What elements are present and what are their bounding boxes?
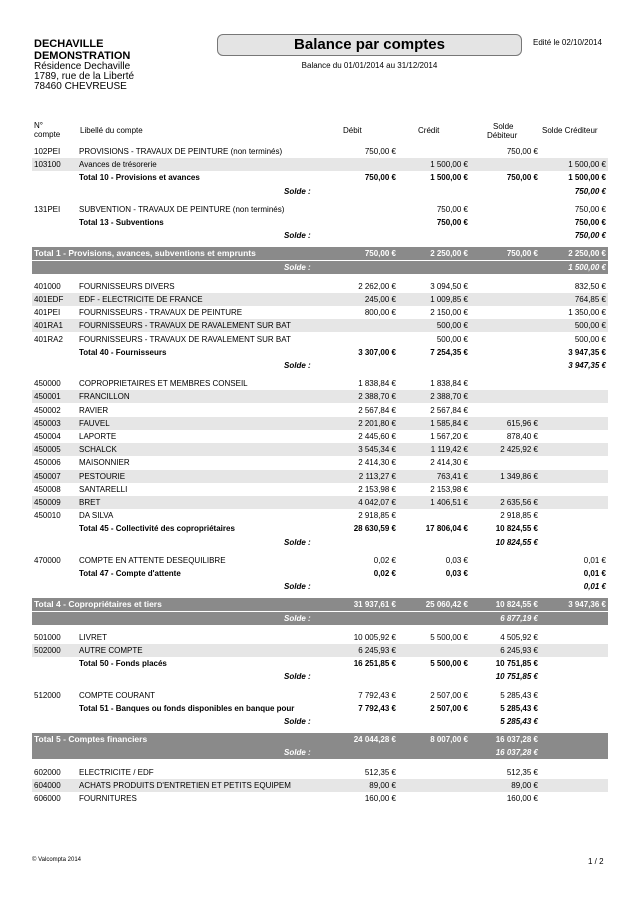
- solde-crediteur-value: 0,01 €: [583, 569, 606, 578]
- account-label: ELECTRICITE / EDF: [79, 767, 154, 777]
- account-row: [32, 554, 608, 567]
- solde-row: [32, 229, 608, 242]
- solde-crediteur-value: 1 500,00 €: [568, 160, 606, 170]
- class-solde-row: [32, 261, 608, 274]
- account-row: [32, 404, 608, 417]
- header-solde: Solde: [493, 122, 514, 131]
- header-crediteur: Solde Créditeur: [542, 126, 598, 135]
- account-label: FOURNISSEURS - TRAVAUX DE RAVALEMENT SUR BAT: [79, 321, 291, 331]
- debit-value: 28 630,59 €: [353, 524, 396, 534]
- header-libelle: Libellé du compte: [80, 126, 143, 135]
- account-label: FOURNISSEURS - TRAVAUX DE RAVALEMENT SUR BAT: [79, 334, 291, 344]
- solde-debiteur-value: 615,96 €: [506, 418, 538, 428]
- class-total-row: [32, 598, 608, 611]
- debit-value: 6 245,93 €: [358, 646, 396, 655]
- debit-value: 2 567,84 €: [358, 405, 396, 415]
- solde-debiteur-value: 2 635,56 €: [500, 498, 538, 507]
- credit-value: 1 838,84 €: [430, 379, 468, 389]
- total-row: [32, 522, 608, 535]
- solde-debiteur-value: 16 037,28 €: [495, 748, 538, 758]
- account-row: [32, 496, 608, 509]
- account-code: 401RA2: [34, 334, 63, 344]
- solde-debiteur-value: 89,00 €: [511, 780, 538, 790]
- account-label: FRANCILLON: [79, 392, 130, 402]
- credit-value: 1 585,84 €: [430, 418, 468, 428]
- credit-value: 2 153,98 €: [430, 484, 468, 494]
- account-row: [32, 145, 608, 158]
- account-code: 450009: [34, 498, 61, 507]
- credit-value: 2 150,00 €: [430, 308, 468, 318]
- credit-value: 2 567,84 €: [430, 405, 468, 415]
- class-total-label: Total 1 - Provisions, avances, subventions et emprunts: [34, 248, 256, 259]
- account-label: ACHATS PRODUITS D'ENTRETIEN ET PETITS EQUIPEM: [79, 780, 291, 790]
- account-label: COMPTE EN ATTENTE DESEQUILIBRE: [79, 555, 226, 565]
- account-code: 501000: [34, 632, 61, 642]
- account-label: PESTOURIE: [79, 471, 126, 481]
- class-total-label: Total 5 - Comptes financiers: [34, 734, 148, 745]
- solde-label: Solde :: [284, 748, 311, 758]
- account-code: 450000: [34, 379, 61, 389]
- debit-value: 800,00 €: [364, 308, 396, 318]
- account-label: SANTARELLI: [79, 484, 128, 494]
- class-solde-row: [32, 746, 608, 759]
- debit-value: 750,00 €: [364, 147, 396, 156]
- debit-value: 7 792,43 €: [358, 703, 396, 713]
- account-code: 450006: [34, 458, 61, 468]
- debit-value: 7 792,43 €: [358, 690, 396, 700]
- debit-value: 16 251,85 €: [353, 659, 396, 669]
- credit-value: 5 500,00 €: [430, 659, 468, 669]
- account-code: 401EDF: [34, 295, 64, 304]
- account-row: [32, 203, 608, 216]
- solde-row: [32, 715, 608, 728]
- account-row: [32, 456, 608, 469]
- account-label: BRET: [79, 498, 101, 507]
- debit-value: 0,02 €: [373, 555, 396, 565]
- solde-label: Solde :: [284, 262, 311, 272]
- total-row: [32, 216, 608, 229]
- account-label: FAUVEL: [79, 418, 110, 428]
- solde-debiteur-value: 5 285,43 €: [500, 690, 538, 700]
- solde-debiteur-value: 10 824,55 €: [495, 524, 538, 534]
- account-code: 606000: [34, 794, 61, 803]
- account-row: [32, 644, 608, 657]
- solde-label: Solde :: [284, 361, 311, 370]
- account-code: 131PEI: [34, 204, 61, 214]
- credit-value: 8 007,00 €: [430, 735, 468, 745]
- credit-value: 500,00 €: [436, 334, 468, 344]
- credit-value: 1 119,42 €: [430, 445, 468, 455]
- total-row: [32, 702, 608, 715]
- solde-row: [32, 670, 608, 683]
- total-label: Total 40 - Fournisseurs: [79, 347, 167, 357]
- solde-crediteur-value: 3 947,36 €: [568, 600, 606, 610]
- account-row: [32, 280, 608, 293]
- credit-value: 0,03 €: [445, 569, 468, 578]
- solde-debiteur-value: 750,00 €: [506, 147, 538, 156]
- footer-copyright: © Valcompta 2014: [32, 857, 82, 863]
- account-label: COPROPRIETAIRES ET MEMBRES CONSEIL: [79, 379, 248, 389]
- credit-value: 7 254,35 €: [430, 347, 468, 357]
- account-code: 604000: [34, 780, 61, 790]
- company-block: [34, 38, 134, 92]
- account-code: 450007: [34, 471, 61, 481]
- solde-crediteur-value: 2 250,00 €: [568, 249, 606, 259]
- account-code: 502000: [34, 646, 61, 655]
- debit-value: 4 042,07 €: [358, 498, 396, 507]
- debit-value: 2 414,30 €: [358, 458, 396, 468]
- total-label: Total 13 - Subventions: [79, 218, 164, 227]
- total-label: Total 47 - Compte d'attente: [79, 569, 181, 578]
- debit-value: 31 937,61 €: [353, 600, 396, 610]
- account-label: LAPORTE: [79, 432, 117, 441]
- account-label: RAVIER: [79, 405, 109, 415]
- solde-label: Solde :: [284, 186, 311, 196]
- solde-crediteur-value: 750,00 €: [574, 231, 606, 241]
- account-label: LIVRET: [79, 632, 108, 642]
- debit-value: 2 113,27 €: [358, 471, 396, 481]
- account-row: [32, 779, 608, 792]
- account-code: 512000: [34, 690, 61, 700]
- account-label: SUBVENTION - TRAVAUX DE PEINTURE (non terminés): [79, 204, 285, 214]
- solde-debiteur-value: 878,40 €: [506, 432, 538, 441]
- credit-value: 1 009,85 €: [430, 295, 468, 304]
- debit-value: 2 153,98 €: [358, 484, 396, 494]
- solde-label: Solde :: [284, 717, 311, 726]
- account-label: AUTRE COMPTE: [79, 646, 143, 655]
- account-code: 102PEI: [34, 147, 61, 156]
- credit-value: 0,03 €: [445, 555, 468, 565]
- debit-value: 89,00 €: [369, 780, 396, 790]
- debit-value: 3 307,00 €: [358, 347, 396, 357]
- account-code: 401RA1: [34, 321, 63, 331]
- credit-value: 500,00 €: [436, 321, 468, 331]
- account-code: 450003: [34, 418, 61, 428]
- debit-value: 750,00 €: [364, 249, 396, 259]
- account-label: COMPTE COURANT: [79, 690, 155, 700]
- account-row: [32, 390, 608, 403]
- account-code: 450005: [34, 445, 61, 455]
- solde-crediteur-value: 500,00 €: [574, 334, 606, 344]
- account-code: 450008: [34, 484, 61, 494]
- account-code: 450004: [34, 432, 61, 441]
- credit-value: 1 567,20 €: [430, 432, 468, 441]
- account-code: 470000: [34, 555, 61, 565]
- account-row: [32, 306, 608, 319]
- account-row: [32, 333, 608, 346]
- total-row: [32, 171, 608, 184]
- account-code: 450002: [34, 405, 61, 415]
- solde-debiteur-value: 750,00 €: [506, 173, 538, 183]
- company-name-1: DECHAVILLE: [34, 38, 104, 50]
- solde-crediteur-value: 1 350,00 €: [568, 308, 606, 318]
- account-row: [32, 483, 608, 496]
- solde-label: Solde :: [284, 582, 311, 592]
- account-row: [32, 766, 608, 779]
- debit-value: 2 445,60 €: [358, 432, 396, 441]
- class-total-label: Total 4 - Copropriétaires et tiers: [34, 599, 162, 610]
- credit-value: 2 414,30 €: [430, 458, 468, 468]
- solde-crediteur-value: 3 947,35 €: [568, 361, 606, 370]
- solde-row: [32, 536, 608, 549]
- account-row: [32, 319, 608, 332]
- account-row: [32, 792, 608, 805]
- account-label: MAISONNIER: [79, 458, 130, 468]
- debit-value: 245,00 €: [364, 295, 396, 304]
- credit-value: 1 406,51 €: [430, 498, 468, 507]
- total-row: [32, 657, 608, 670]
- class-total-row: [32, 247, 608, 260]
- solde-debiteur-value: 6 245,93 €: [500, 646, 538, 655]
- class-total-row: [32, 733, 608, 746]
- credit-value: 2 388,70 €: [430, 392, 468, 402]
- header-credit: Crédit: [418, 126, 440, 135]
- credit-value: 17 806,04 €: [425, 524, 468, 534]
- solde-label: Solde :: [284, 537, 311, 547]
- account-label: SCHALCK: [79, 445, 117, 455]
- credit-value: 750,00 €: [436, 204, 468, 214]
- solde-crediteur-value: 0,01 €: [583, 582, 606, 592]
- period-text: Balance du 01/01/2014 au 31/12/2014: [301, 61, 438, 70]
- solde-crediteur-value: 750,00 €: [574, 186, 606, 196]
- header-no: N°: [34, 121, 43, 130]
- total-row: [32, 346, 608, 359]
- company-name-2: DEMONSTRATION: [34, 50, 131, 62]
- page-title: Balance par comptes: [217, 34, 522, 56]
- edited-date: Edité le 02/10/2014: [533, 38, 602, 47]
- solde-debiteur-value: 5 285,43 €: [500, 717, 538, 726]
- solde-debiteur-value: 2 425,92 €: [500, 445, 538, 455]
- solde-debiteur-value: 10 824,55 €: [495, 600, 538, 610]
- debit-value: 0,02 €: [373, 569, 396, 578]
- total-label: Total 51 - Banques ou fonds disponibles en banque pour: [79, 703, 295, 713]
- solde-crediteur-value: 500,00 €: [574, 321, 606, 331]
- total-row: [32, 567, 608, 580]
- account-row: [32, 443, 608, 456]
- debit-value: 24 044,28 €: [353, 735, 396, 745]
- credit-value: 1 500,00 €: [430, 160, 468, 170]
- debit-value: 2 388,70 €: [358, 392, 396, 402]
- credit-value: 763,41 €: [436, 471, 468, 481]
- solde-debiteur-value: 1 349,86 €: [500, 471, 538, 481]
- solde-debiteur-value: 512,35 €: [506, 767, 538, 777]
- account-label: FOURNITURES: [79, 794, 137, 803]
- credit-value: 750,00 €: [436, 218, 468, 227]
- debit-value: 750,00 €: [364, 173, 396, 183]
- header-debit: Débit: [343, 126, 362, 135]
- account-row: [32, 158, 608, 171]
- credit-value: 5 500,00 €: [430, 632, 468, 642]
- solde-crediteur-value: 832,50 €: [574, 281, 606, 291]
- solde-debiteur-value: 10 824,55 €: [495, 537, 538, 547]
- account-label: Avances de trésorerie: [79, 160, 157, 170]
- class-solde-row: [32, 612, 608, 625]
- account-row: [32, 417, 608, 430]
- account-row: [32, 689, 608, 702]
- account-row: [32, 509, 608, 522]
- account-row: [32, 470, 608, 483]
- account-code: 450010: [34, 511, 61, 521]
- total-label: Total 50 - Fonds placés: [79, 659, 167, 669]
- solde-label: Solde :: [284, 613, 311, 623]
- account-row: [32, 430, 608, 443]
- credit-value: 3 094,50 €: [430, 281, 468, 291]
- debit-value: 2 262,00 €: [358, 281, 396, 291]
- debit-value: 1 838,84 €: [358, 379, 396, 389]
- solde-debiteur-value: 10 751,85 €: [495, 659, 538, 669]
- company-address-1: Résidence Dechaville: [34, 61, 131, 72]
- account-row: [32, 377, 608, 390]
- solde-debiteur-value: 10 751,85 €: [495, 672, 538, 682]
- account-code: 401000: [34, 281, 61, 291]
- company-address-2: 1789, rue de la Liberté: [34, 71, 135, 82]
- account-label: EDF - ELECTRICITE DE FRANCE: [79, 295, 203, 304]
- solde-crediteur-value: 3 947,35 €: [568, 347, 606, 357]
- debit-value: 3 545,34 €: [358, 445, 396, 455]
- account-label: DA SILVA: [79, 511, 114, 521]
- account-code: 103100: [34, 160, 61, 170]
- account-code: 401PEI: [34, 308, 61, 318]
- solde-debiteur-value: 750,00 €: [506, 249, 538, 259]
- account-label: FOURNISSEURS DIVERS: [79, 281, 175, 291]
- debit-value: 512,35 €: [364, 767, 396, 777]
- credit-value: 2 250,00 €: [430, 249, 468, 259]
- credit-value: 1 500,00 €: [430, 173, 468, 183]
- total-label: Total 45 - Collectivité des copropriétaires: [79, 524, 235, 534]
- solde-debiteur-value: 5 285,43 €: [500, 703, 538, 713]
- credit-value: 25 060,42 €: [425, 600, 468, 610]
- page-number: 1 / 2: [588, 857, 604, 866]
- account-label: FOURNISSEURS - TRAVAUX DE PEINTURE: [79, 308, 243, 318]
- solde-debiteur-value: 16 037,28 €: [495, 735, 538, 745]
- account-code: 602000: [34, 767, 61, 777]
- solde-debiteur-value: 160,00 €: [506, 794, 538, 803]
- solde-crediteur-value: 0,01 €: [583, 555, 606, 565]
- solde-crediteur-value: 1 500,00 €: [568, 173, 606, 183]
- account-row: [32, 293, 608, 306]
- debit-value: 10 005,92 €: [353, 632, 396, 642]
- solde-row: [32, 359, 608, 372]
- debit-value: 2 918,85 €: [358, 511, 396, 521]
- total-label: Total 10 - Provisions et avances: [79, 173, 200, 183]
- solde-debiteur-value: 6 877,19 €: [500, 613, 538, 623]
- debit-value: 2 201,80 €: [358, 418, 396, 428]
- account-label: PROVISIONS - TRAVAUX DE PEINTURE (non terminés): [79, 147, 283, 156]
- solde-crediteur-value: 1 500,00 €: [568, 262, 606, 272]
- credit-value: 2 507,00 €: [430, 690, 468, 700]
- header-compte: compte: [34, 130, 61, 139]
- account-code: 450001: [34, 392, 61, 402]
- solde-debiteur-value: 4 505,92 €: [500, 632, 538, 642]
- solde-crediteur-value: 750,00 €: [574, 204, 606, 214]
- solde-label: Solde :: [284, 672, 311, 682]
- solde-label: Solde :: [284, 231, 311, 241]
- debit-value: 160,00 €: [364, 794, 396, 803]
- solde-crediteur-value: 764,85 €: [574, 295, 606, 304]
- company-address-3: 78460 CHEVREUSE: [34, 81, 127, 92]
- solde-row: [32, 580, 608, 593]
- credit-value: 2 507,00 €: [430, 703, 468, 713]
- solde-row: [32, 185, 608, 198]
- solde-crediteur-value: 750,00 €: [574, 218, 606, 227]
- account-row: [32, 631, 608, 644]
- header-debiteur: Débiteur: [487, 131, 518, 140]
- solde-debiteur-value: 2 918,85 €: [500, 511, 538, 521]
